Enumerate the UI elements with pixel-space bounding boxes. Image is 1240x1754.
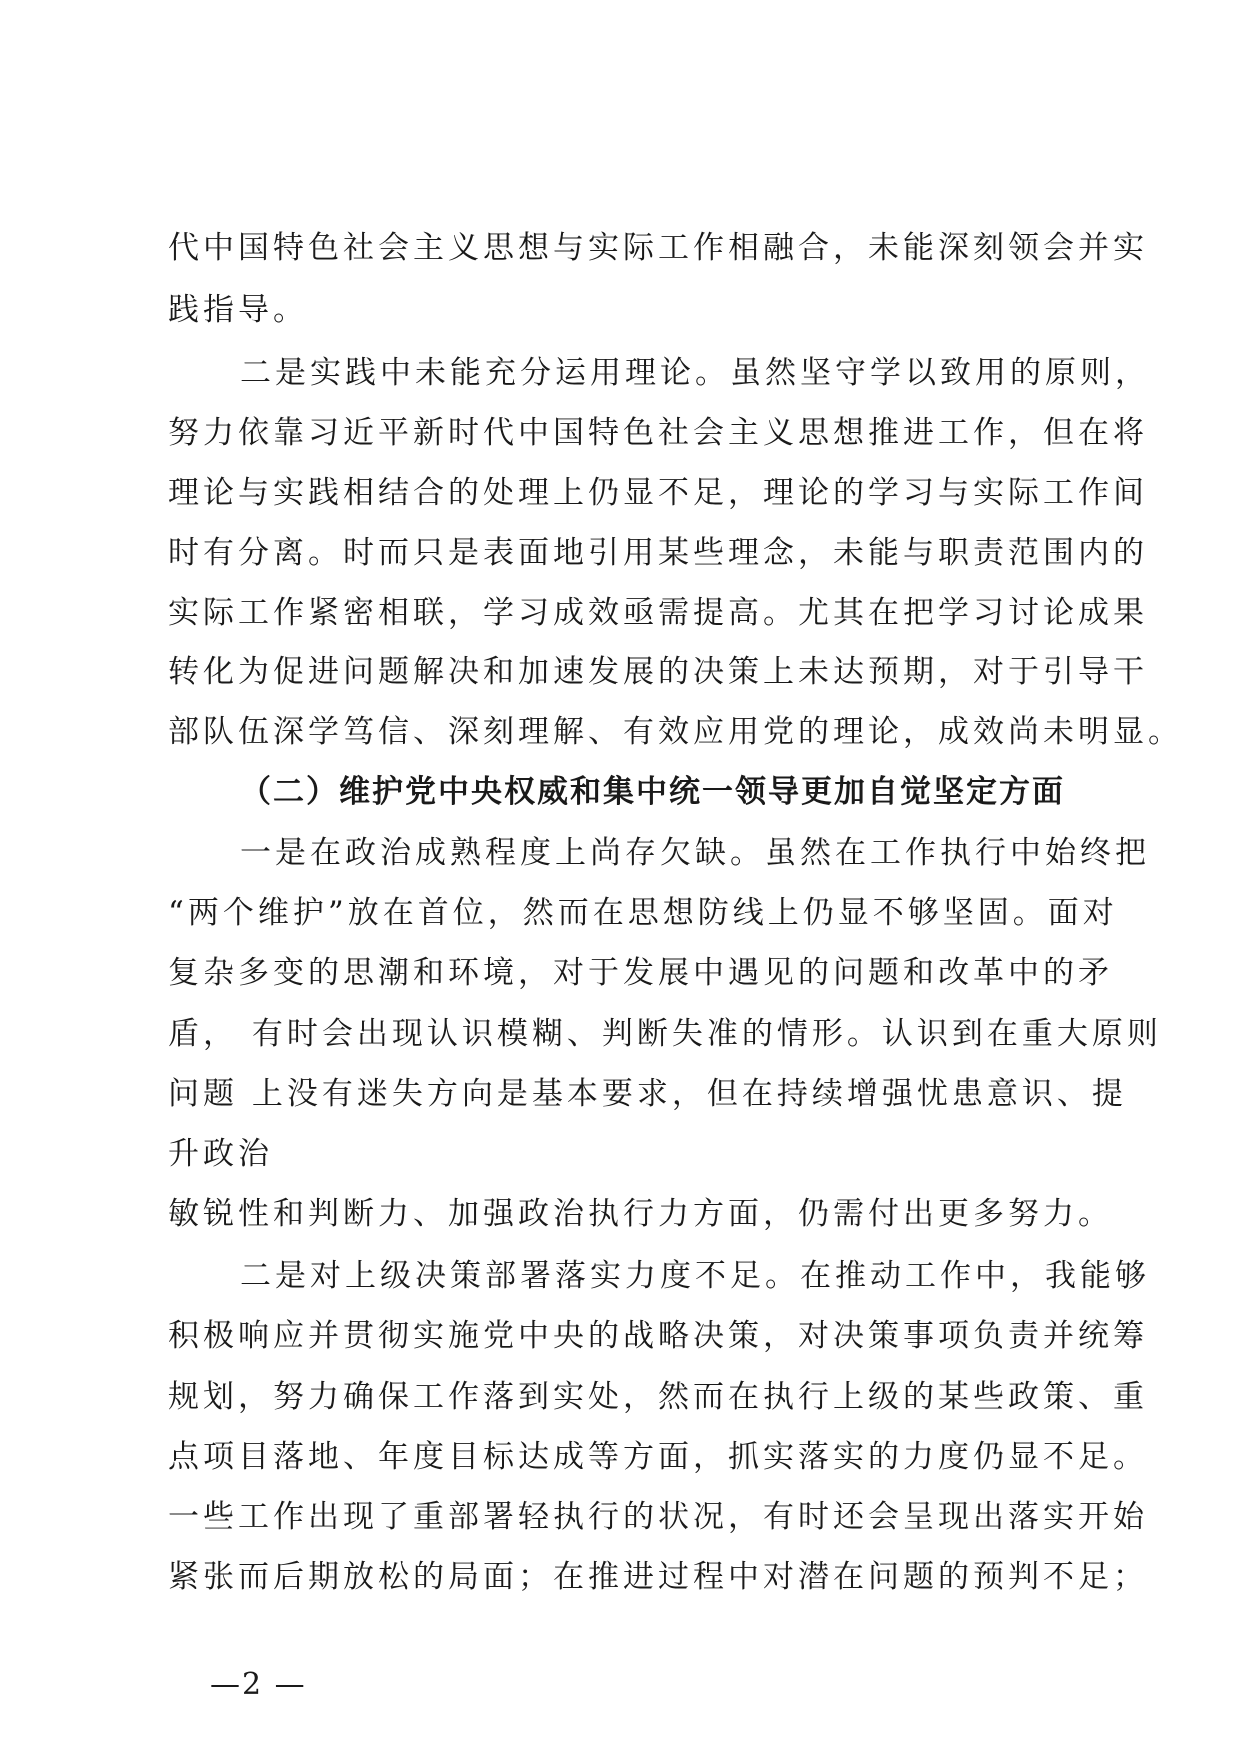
text-line-12: “两个维护”放在首位，然而在思想防线上仍显不够坚固。面对: [168, 895, 1118, 931]
text-line-9: 部队伍深学笃信、深刻理解、有效应用党的理论，成效尚未明显。: [168, 714, 1183, 750]
text-line-21: 点项目落地、年度目标达成等方面，抓实落实的力度仍显不足。: [168, 1439, 1148, 1475]
text-line-15: 问题 上没有迷失方向是基本要求，但在持续增强忧患意识、提: [168, 1076, 1127, 1112]
text-line-13: 复杂多变的思潮和环境，对于发展中遇见的问题和改革中的矛: [168, 955, 1113, 991]
text-line-11: 一是在政治成熟程度上尚存欠缺。虽然在工作执行中始终把: [240, 835, 1150, 871]
text-line-7: 实际工作紧密相联，学习成效亟需提高。尤其在把学习讨论成果: [168, 595, 1148, 631]
text-line-22: 一些工作出现了重部署轻执行的状况，有时还会呈现出落实开始: [168, 1499, 1148, 1535]
text-line-18: 二是对上级决策部署落实力度不足。在推动工作中，我能够: [240, 1258, 1150, 1294]
section-heading: （二）维护党中央权威和集中统一领导更加自觉坚定方面: [240, 774, 1065, 810]
text-line-1: 代中国特色社会主义思想与实际工作相融合，未能深刻领会并实: [168, 230, 1148, 266]
text-line-20: 规划，努力确保工作落到实处，然而在执行上级的某些政策、重: [168, 1379, 1148, 1415]
text-line-4: 努力依靠习近平新时代中国特色社会主义思想推进工作，但在将: [168, 415, 1148, 451]
page-number: —2 —: [210, 1667, 307, 1702]
text-line-3: 二是实践中未能充分运用理论。虽然坚守学以致用的原则，: [240, 355, 1150, 391]
text-line-16: 升政治: [168, 1136, 273, 1172]
text-line-6: 时有分离。时而只是表面地引用某些理念，未能与职责范围内的: [168, 535, 1148, 571]
text-line-2: 践指导。: [168, 292, 308, 328]
text-line-5: 理论与实践相结合的处理上仍显不足，理论的学习与实际工作间: [168, 475, 1148, 511]
text-line-8: 转化为促进问题解决和加速发展的决策上未达预期，对于引导干: [168, 654, 1148, 690]
text-line-23: 紧张而后期放松的局面；在推进过程中对潜在问题的预判不足；: [168, 1559, 1148, 1595]
text-line-19: 积极响应并贯彻实施党中央的战略决策，对决策事项负责并统筹: [168, 1318, 1148, 1354]
text-line-17: 敏锐性和判断力、加强政治执行力方面，仍需付出更多努力。: [168, 1196, 1113, 1232]
text-line-14: 盾， 有时会出现认识模糊、判断失准的情形。认识到在重大原则: [168, 1016, 1162, 1052]
